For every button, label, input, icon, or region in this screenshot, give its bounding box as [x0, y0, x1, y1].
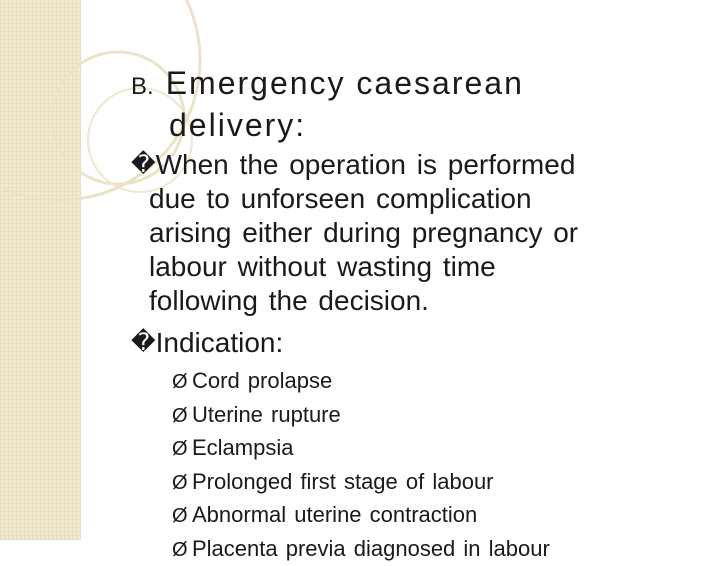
arrow-bullet-icon: Ø	[172, 468, 192, 500]
definition-line: arising either during pregnancy or	[131, 216, 691, 250]
definition-line: When the operation is performed	[156, 149, 576, 180]
bullet-icon: �	[131, 151, 156, 178]
slide-heading	[131, 64, 691, 144]
heading-prefix: B.	[131, 73, 154, 100]
list-item-text: Uterine rupture	[192, 402, 341, 427]
indication-heading	[131, 326, 691, 360]
list-item-text: Prolonged first stage of labour	[192, 469, 494, 494]
indication-label: Indication:	[156, 327, 284, 358]
indication-list	[172, 365, 692, 566]
list-item-text: Abnormal uterine contraction	[192, 502, 477, 527]
list-item	[172, 499, 692, 533]
list-item	[172, 432, 692, 466]
list-item-text: Cord prolapse	[192, 368, 332, 393]
definition-line: due to unforseen complication	[131, 182, 691, 216]
arrow-bullet-icon: Ø	[172, 367, 192, 399]
arrow-bullet-icon: Ø	[172, 434, 192, 466]
arrow-bullet-icon: Ø	[172, 501, 192, 533]
bullet-icon: �	[131, 329, 156, 356]
arrow-bullet-icon: Ø	[172, 401, 192, 433]
list-item	[172, 466, 692, 500]
definition-line: labour without wasting time	[131, 250, 691, 284]
heading-line-2: delivery:	[131, 106, 691, 144]
list-item	[172, 399, 692, 433]
decorative-side-panel	[0, 0, 81, 540]
heading-line-1: Emergency caesarean	[166, 65, 524, 101]
list-item-text: Eclampsia	[192, 435, 293, 460]
definition-paragraph	[131, 148, 691, 318]
list-item	[172, 533, 692, 566]
arrow-bullet-icon: Ø	[172, 535, 192, 566]
list-item	[172, 365, 692, 399]
list-item-text: Placenta previa diagnosed in labour	[192, 536, 550, 561]
definition-line: following the decision.	[131, 284, 691, 318]
